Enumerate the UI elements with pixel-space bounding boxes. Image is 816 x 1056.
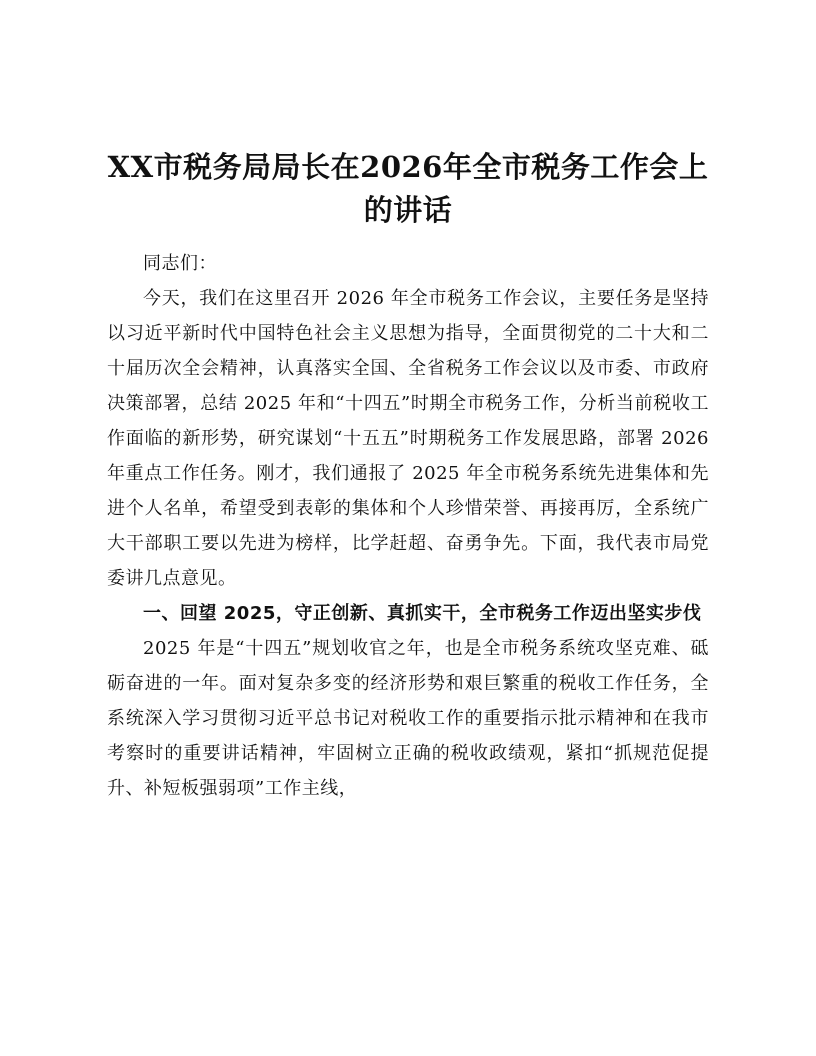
intro-paragraph: 今天，我们在这里召开 2026 年全市税务工作会议，主要任务是坚持以习近平新时代中国特色社会主义思想为指导，全面贯彻党的二十大和二十届历次全会精神，认真落实全国、全省税务工作会议以及市委、市政府决策部署，总结 2025 年和“十四五”时期全市税务工作，分析当前税收工作面临的新形势，研究谋划“十五五”时期税务工作发展思路，部署 2026 年重点工作任务。刚才，我们通报了 2025 年全市税务系统先进集体和先进个人名单，希望受到表彰的集体和个人珍惜荣誉、再接再厉，全系统广大干部职工要以先进为榜样，比学赶超、奋勇争先。下面，我代表市局党委讲几点意见。 [107, 288, 709, 589]
document-title-line-2: 的讲话 [363, 193, 453, 227]
document-title-line-1: XX市税务局局长在2026年全市税务工作会上 [107, 150, 709, 184]
document-body [107, 246, 709, 806]
greeting: 同志们： [143, 253, 217, 274]
section-1-paragraph: 2025 年是“十四五”规划收官之年，也是全市税务系统攻坚克难、砥砺奋进的一年。面对复杂多变的经济形势和艰巨繁重的税收工作任务，全系统深入学习贯彻习近平总书记对税收工作的重要指示批示精神和在我市考察时的重要讲话精神，牢固树立正确的税收政绩观，紧扣“抓规范促提升、补短板强弱项”工作主线， [107, 638, 709, 799]
section-1-heading: 一、回望 2025，守正创新、真抓实干，全市税务工作迈出坚实步伐 [143, 603, 702, 624]
document-title [107, 146, 709, 232]
